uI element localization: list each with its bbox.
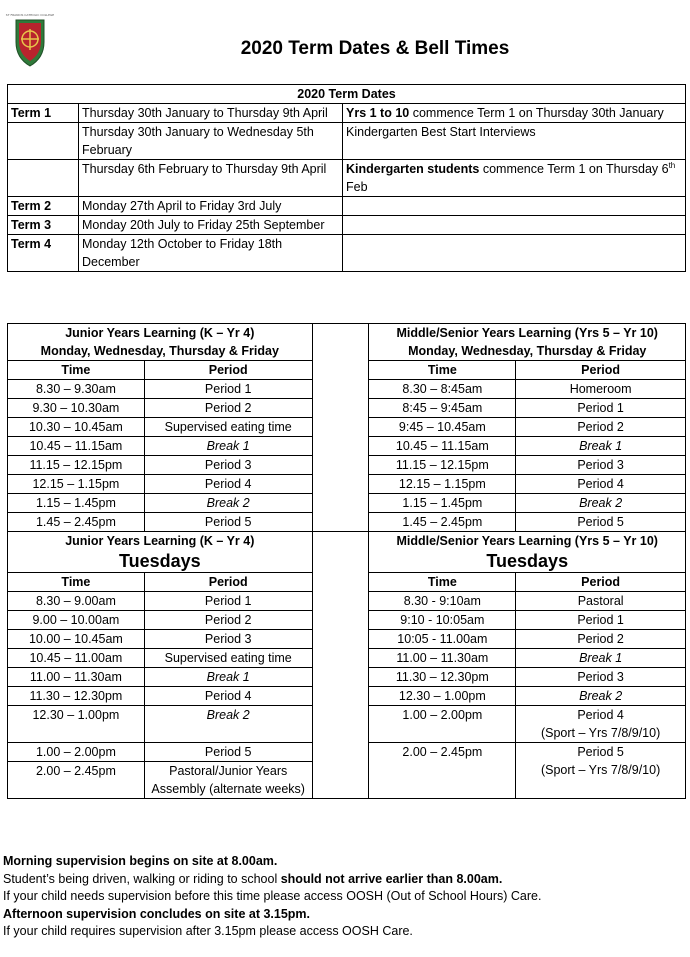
junior-title: Junior Years Learning (K – Yr 4) [65,534,255,548]
column-gap [312,532,369,799]
term-row [8,197,686,216]
term-dates: Monday 20th July to Friday 25th September [79,216,343,235]
senior-time: 11.15 – 12.15pm [369,456,516,475]
senior-time: 1.00 – 2.00pm [369,706,516,743]
junior-tuesdays: Tuesdays [118,551,201,571]
junior-period: Period 2 [144,611,312,630]
senior-section-header [369,324,686,361]
afternoon-supervision-note: Afternoon supervision concludes on site at 3.15pm. [3,906,311,921]
term-note-bold: Yrs 1 to 10 [346,106,410,120]
oosh-after-note: If your child requires supervision after 3.15pm please access OOSH Care. [3,924,413,938]
period-header: Period [516,361,686,380]
senior-time: 10:05 - 11.00am [369,630,516,649]
junior-time: 12.30 – 1.00pm [8,706,145,743]
bell-row [8,532,686,573]
junior-tuesday-header [8,532,313,573]
senior-time: 1.15 – 1.45pm [369,494,516,513]
term-dates: Monday 27th April to Friday 3rd July [79,197,343,216]
term-name: Term 1 [8,104,79,123]
junior-period: Break 1 [144,437,312,456]
term-note [343,235,686,272]
junior-time: 11.30 – 12.30pm [8,687,145,706]
bell-row [8,324,686,361]
senior-period: Pastoral [516,592,686,611]
school-crest-logo [5,8,55,68]
senior-period: Period 3 [516,456,686,475]
junior-time: 8.30 – 9.30am [8,380,145,399]
column-gap [312,324,369,532]
senior-period: Period 5 [516,513,686,532]
morning-supervision-note: Morning supervision begins on site at 8.00am. [3,854,278,868]
junior-days: Monday, Wednesday, Thursday & Friday [40,344,279,358]
senior-tuesday-header [369,532,686,573]
term-row [8,235,686,272]
term-note-sup: th [668,160,676,170]
senior-time: 12.30 – 1.00pm [369,687,516,706]
junior-period: Break 2 [144,494,312,513]
term-row [8,216,686,235]
senior-period: Period 1 [516,611,686,630]
term-name: Term 3 [8,216,79,235]
time-header: Time [8,361,145,380]
term-note [343,197,686,216]
junior-period: Break 1 [144,668,312,687]
senior-period: Period 4 (Sport – Yrs 7/8/9/10) [516,706,686,743]
term-name: Term 2 [8,197,79,216]
bell-times-table [7,323,686,799]
junior-time: 9.30 – 10.30am [8,399,145,418]
junior-time: 10.45 – 11.15am [8,437,145,456]
junior-period: Period 2 [144,399,312,418]
oosh-before-note: If your child needs supervision before this time please access OOSH (Out of School Hours) Care. [3,889,542,903]
term-dates: Monday 12th October to Friday 18th December [79,235,343,272]
term-name: Term 4 [8,235,79,272]
junior-time: 12.15 – 1.15pm [8,475,145,494]
senior-period: Break 1 [516,649,686,668]
junior-time: 1.15 – 1.45pm [8,494,145,513]
term-name [8,123,79,160]
term-row [8,104,686,123]
senior-time: 12.15 – 1.15pm [369,475,516,494]
senior-tuesdays: Tuesdays [486,551,569,571]
junior-time: 2.00 – 2.45pm [8,762,145,799]
junior-period: Period 3 [144,456,312,475]
supervision-notes [3,853,541,941]
junior-period: Period 1 [144,592,312,611]
senior-period: Period 3 [516,668,686,687]
junior-period: Supervised eating time [144,649,312,668]
junior-time: 9.00 – 10.00am [8,611,145,630]
term-note-text: Kindergarten Best Start Interviews [346,125,536,139]
junior-time: 10.30 – 10.45am [8,418,145,437]
junior-time: 1.45 – 2.45pm [8,513,145,532]
term-dates: Thursday 30th January to Thursday 9th April [79,104,343,123]
term-note-text: commence Term 1 on Thursday 6 [479,162,669,176]
junior-period: Period 5 [144,513,312,532]
senior-period: Break 1 [516,437,686,456]
junior-period: Period 5 [144,743,312,762]
term-note-end: Feb [346,180,368,194]
junior-section-header [8,324,313,361]
senior-time: 11.30 – 12.30pm [369,668,516,687]
time-header: Time [369,361,516,380]
senior-time: 10.45 – 11.15am [369,437,516,456]
senior-title: Middle/Senior Years Learning (Yrs 5 – Yr 10) [396,534,658,548]
senior-time: 1.45 – 2.45pm [369,513,516,532]
junior-period: Period 3 [144,630,312,649]
time-header: Time [369,573,516,592]
term-note [343,123,686,160]
junior-period: Supervised eating time [144,418,312,437]
senior-period: Homeroom [516,380,686,399]
term-note-bold: Kindergarten students [346,162,480,176]
junior-time: 8.30 – 9.00am [8,592,145,611]
term-row [8,160,686,197]
senior-period: Period 1 [516,399,686,418]
time-header: Time [8,573,145,592]
term-note [343,160,686,197]
junior-time: 11.00 – 11.30am [8,668,145,687]
term-dates: Thursday 30th January to Wednesday 5th February [79,123,343,160]
senior-time: 8:45 – 9:45am [369,399,516,418]
senior-period: Break 2 [516,494,686,513]
junior-period: Period 1 [144,380,312,399]
arrival-note-bold: should not arrive earlier than 8.00am. [280,871,503,886]
senior-period: Period 2 [516,630,686,649]
term-note-text: commence Term 1 on Thursday 30th January [409,106,664,120]
term-note [343,104,686,123]
junior-time: 10.45 – 11.00am [8,649,145,668]
senior-time: 11.00 – 11.30am [369,649,516,668]
senior-period: Period 4 [516,475,686,494]
senior-time: 9:45 – 10.45am [369,418,516,437]
term-note [343,216,686,235]
junior-title: Junior Years Learning (K – Yr 4) [65,326,255,340]
period-header: Period [144,573,312,592]
junior-period: Period 4 [144,475,312,494]
senior-time: 2.00 – 2.45pm [369,743,516,799]
term-dates-heading: 2020 Term Dates [8,85,686,104]
junior-time: 1.00 – 2.00pm [8,743,145,762]
period-header: Period [144,361,312,380]
junior-period: Break 2 [144,706,312,743]
term-dates: Thursday 6th February to Thursday 9th April [79,160,343,197]
senior-period: Period 5 (Sport – Yrs 7/8/9/10) [516,743,686,799]
junior-time: 11.15 – 12.15pm [8,456,145,475]
term-row [8,123,686,160]
junior-period: Period 4 [144,687,312,706]
junior-period: Pastoral/Junior Years Assembly (alternate weeks) [144,762,312,799]
junior-time: 10.00 – 10.45am [8,630,145,649]
page-title: 2020 Term Dates & Bell Times [240,38,510,59]
senior-days: Monday, Wednesday, Thursday & Friday [408,344,647,358]
term-dates-table [7,84,686,272]
senior-title: Middle/Senior Years Learning (Yrs 5 – Yr 10) [396,326,658,340]
senior-period: Period 2 [516,418,686,437]
senior-period: Break 2 [516,687,686,706]
arrival-note: Student’s being driven, walking or riding to school [3,871,281,886]
period-header: Period [516,573,686,592]
term-name [8,160,79,197]
logo-text: ST FRANCIS CATHOLIC COLLEGE [5,13,55,17]
senior-time: 8.30 - 9:10am [369,592,516,611]
senior-time: 8.30 – 8:45am [369,380,516,399]
senior-time: 9:10 - 10:05am [369,611,516,630]
